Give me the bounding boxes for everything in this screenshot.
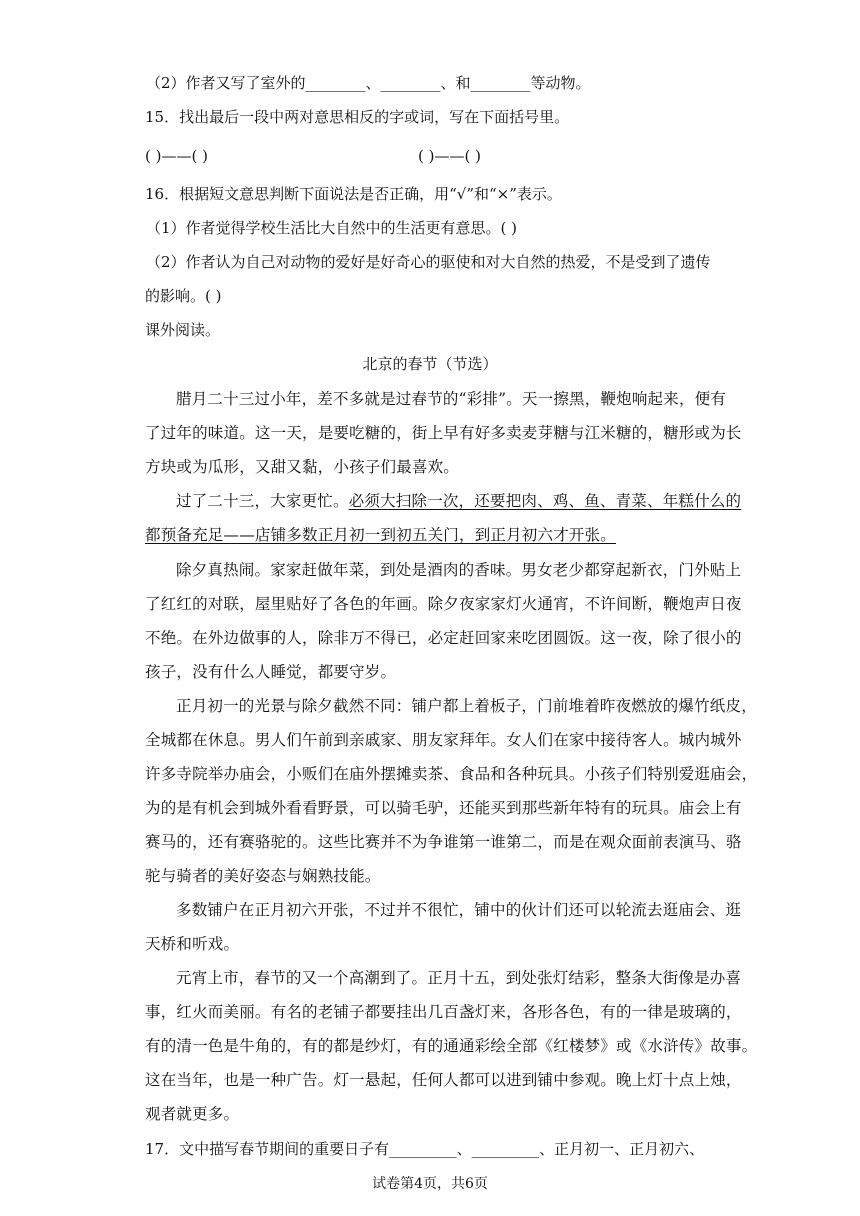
paragraph-6-line: 这在当年，也是一种广告。灯一悬起，任何人都可以进到铺中参观。晚上灯十点上烛，: [145, 1071, 742, 1089]
paragraph-4-line: 赛马的，还有赛骆驼的。这些比赛并不为争谁第一谁第二，而是在观众面前表演马、骆: [145, 833, 742, 851]
paragraph-4-line: 许多寺院举办庙会，小贩们在庙外摆摊卖茶、食品和各种玩具。小孩子们特别爱逛庙会，: [145, 765, 758, 783]
question-16-part-2-line-2: 的影响。( ): [145, 287, 222, 305]
underlined-sentence: 都预备充足——店铺多数正月初一到初五关门，到正月初六才开张。: [145, 526, 617, 544]
paragraph-6-line: 观者就更多。: [145, 1105, 240, 1123]
question-16-part-2-line-1: （2）作者认为自己对动物的爱好是好奇心的驱使和对大自然的热爱，不是受到了遗传: [146, 253, 711, 271]
underlined-sentence: 必须大扫除一次，还要把肉、鸡、鱼、青菜、年糕什么的: [348, 492, 742, 510]
question-16: 16．根据短文意思判断下面说法是否正确，用“√”和“×”表示。: [145, 185, 562, 203]
question-14-part-2: （2）作者又写了室外的________、________、和________等动物。: [146, 74, 591, 92]
paragraph-3-line: 除夕真热闹。家家赶做年菜，到处是酒肉的香味。男女老少都穿起新衣，门外贴上: [176, 561, 742, 579]
paragraph-4-line: 为的是有机会到城外看看野景，可以骑毛驴，还能买到那些新年特有的玩具。庙会上有: [145, 799, 742, 817]
article-title: 北京的春节（节选）: [362, 355, 498, 373]
paragraph-4-line: 正月初一的光景与除夕截然不同：铺户都上着板子，门前堆着昨夜燃放的爆竹纸皮，: [176, 697, 757, 715]
page-footer: 试卷第4页，共6页: [372, 1176, 488, 1192]
answer-blank-pair-2[interactable]: ( )——( ): [418, 147, 481, 165]
section-label: 课外阅读。: [145, 321, 221, 339]
paragraph-2-line-1: [176, 491, 746, 511]
question-15: 15．找出最后一段中两对意思相反的字或词，写在下面括号里。: [145, 108, 570, 126]
paragraph-5-line: 天桥和听戏。: [145, 935, 240, 953]
paragraph-5-line: 多数铺户在正月初六开张，不过并不很忙，铺中的伙计们还可以轮流去逛庙会、逛: [176, 901, 742, 919]
paragraph-1-line: 了过年的味道。这一天，是要吃糖的，街上早有好多卖麦芽糖与江米糖的，糖形或为长: [145, 424, 742, 442]
paragraph-2-intro: 过了二十三，大家更忙。: [176, 492, 349, 510]
paragraph-3-line: 了红红的对联，屋里贴好了各色的年画。除夕夜家家灯火通宵，不许间断，鞭炮声日夜: [145, 595, 742, 613]
paragraph-3-line: 孩子，没有什么人睡觉，都要守岁。: [145, 663, 397, 681]
paragraph-6-line: 元宵上市，春节的又一个高潮到了。正月十五，到处张灯结彩，整条大街像是办喜: [176, 969, 742, 987]
question-16-part-1: （1）作者觉得学校生活比大自然中的生活更有意思。( ): [146, 219, 518, 237]
paragraph-6-line: 有的清一色是牛角的，有的都是纱灯，有的通通彩绘全部《红楼梦》或《水浒传》故事。: [145, 1037, 758, 1055]
paragraph-3-line: 不绝。在外边做事的人，除非万不得已，必定赶回家来吃团圆饭。这一夜，除了很小的: [145, 629, 742, 647]
paragraph-6-line: 事，红火而美丽。有名的老铺子都要挂出几百盏灯来，各形各色，有的一律是玻璃的，: [145, 1003, 742, 1021]
paragraph-1-line: 方块或为瓜形，又甜又黏，小孩子们最喜欢。: [145, 458, 460, 476]
paragraph-1-line: 腊月二十三过小年，差不多就是过春节的“彩排”。天一擦黑，鞭炮响起来，便有: [176, 390, 727, 408]
question-17: 17．文中描写春节期间的重要日子有_________、_________、正月初一、正月初六、: [145, 1140, 705, 1158]
paragraph-2-line-2: [145, 525, 715, 545]
paragraph-4-line: 驼与骑者的美好姿态与娴熟技能。: [145, 867, 381, 885]
paragraph-4-line: 全城都在休息。男人们午前到亲戚家、朋友家拜年。女人们在家中接待客人。城内城外: [145, 731, 742, 749]
answer-blank-pair-1[interactable]: ( )——( ): [145, 147, 208, 165]
